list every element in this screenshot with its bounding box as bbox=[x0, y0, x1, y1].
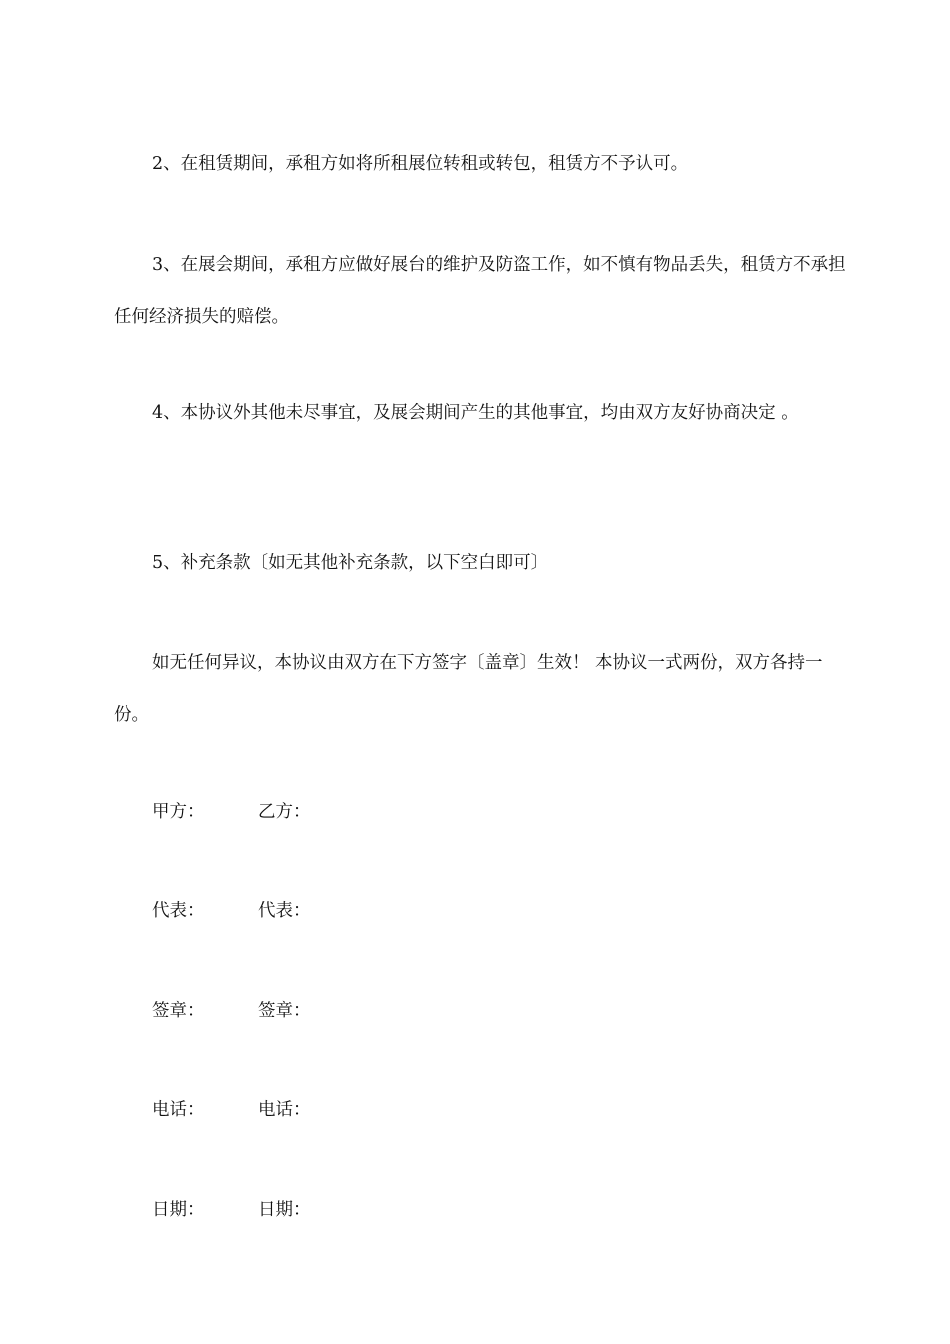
clause-4: 4、本协议外其他未尽事宜，及展会期间产生的其他事宜，均由双方友好协商决定 。 bbox=[152, 403, 799, 423]
party-b-date-label: 日期： bbox=[258, 1200, 311, 1220]
clause-3: 3、在展会期间，承租方应做好展台的维护及防盗工作，如不慎有物品丢失，租赁方不承担任何经济损失的赔偿。 bbox=[114, 255, 846, 327]
clause-5-supplementary: 5、补充条款〔如无其他补充条款，以下空白即可〕 bbox=[152, 553, 549, 573]
party-a-date-label: 日期： bbox=[152, 1200, 205, 1220]
party-b-seal-label: 签章： bbox=[258, 1001, 311, 1021]
party-a-representative-label: 代表： bbox=[152, 901, 205, 921]
party-a-seal-label: 签章： bbox=[152, 1001, 205, 1021]
party-a-phone-label: 电话： bbox=[152, 1100, 205, 1120]
party-a-label: 甲方： bbox=[152, 802, 205, 822]
effectiveness-statement: 如无任何异议，本协议由双方在下方签字〔盖章〕生效！ 本协议一式两份，双方各持一份。 bbox=[114, 653, 823, 725]
party-b-representative-label: 代表： bbox=[258, 901, 311, 921]
party-b-phone-label: 电话： bbox=[258, 1100, 311, 1120]
clause-2: 2、在租赁期间，承租方如将所租展位转租或转包，租赁方不予认可。 bbox=[152, 154, 689, 174]
party-b-label: 乙方： bbox=[258, 802, 311, 822]
